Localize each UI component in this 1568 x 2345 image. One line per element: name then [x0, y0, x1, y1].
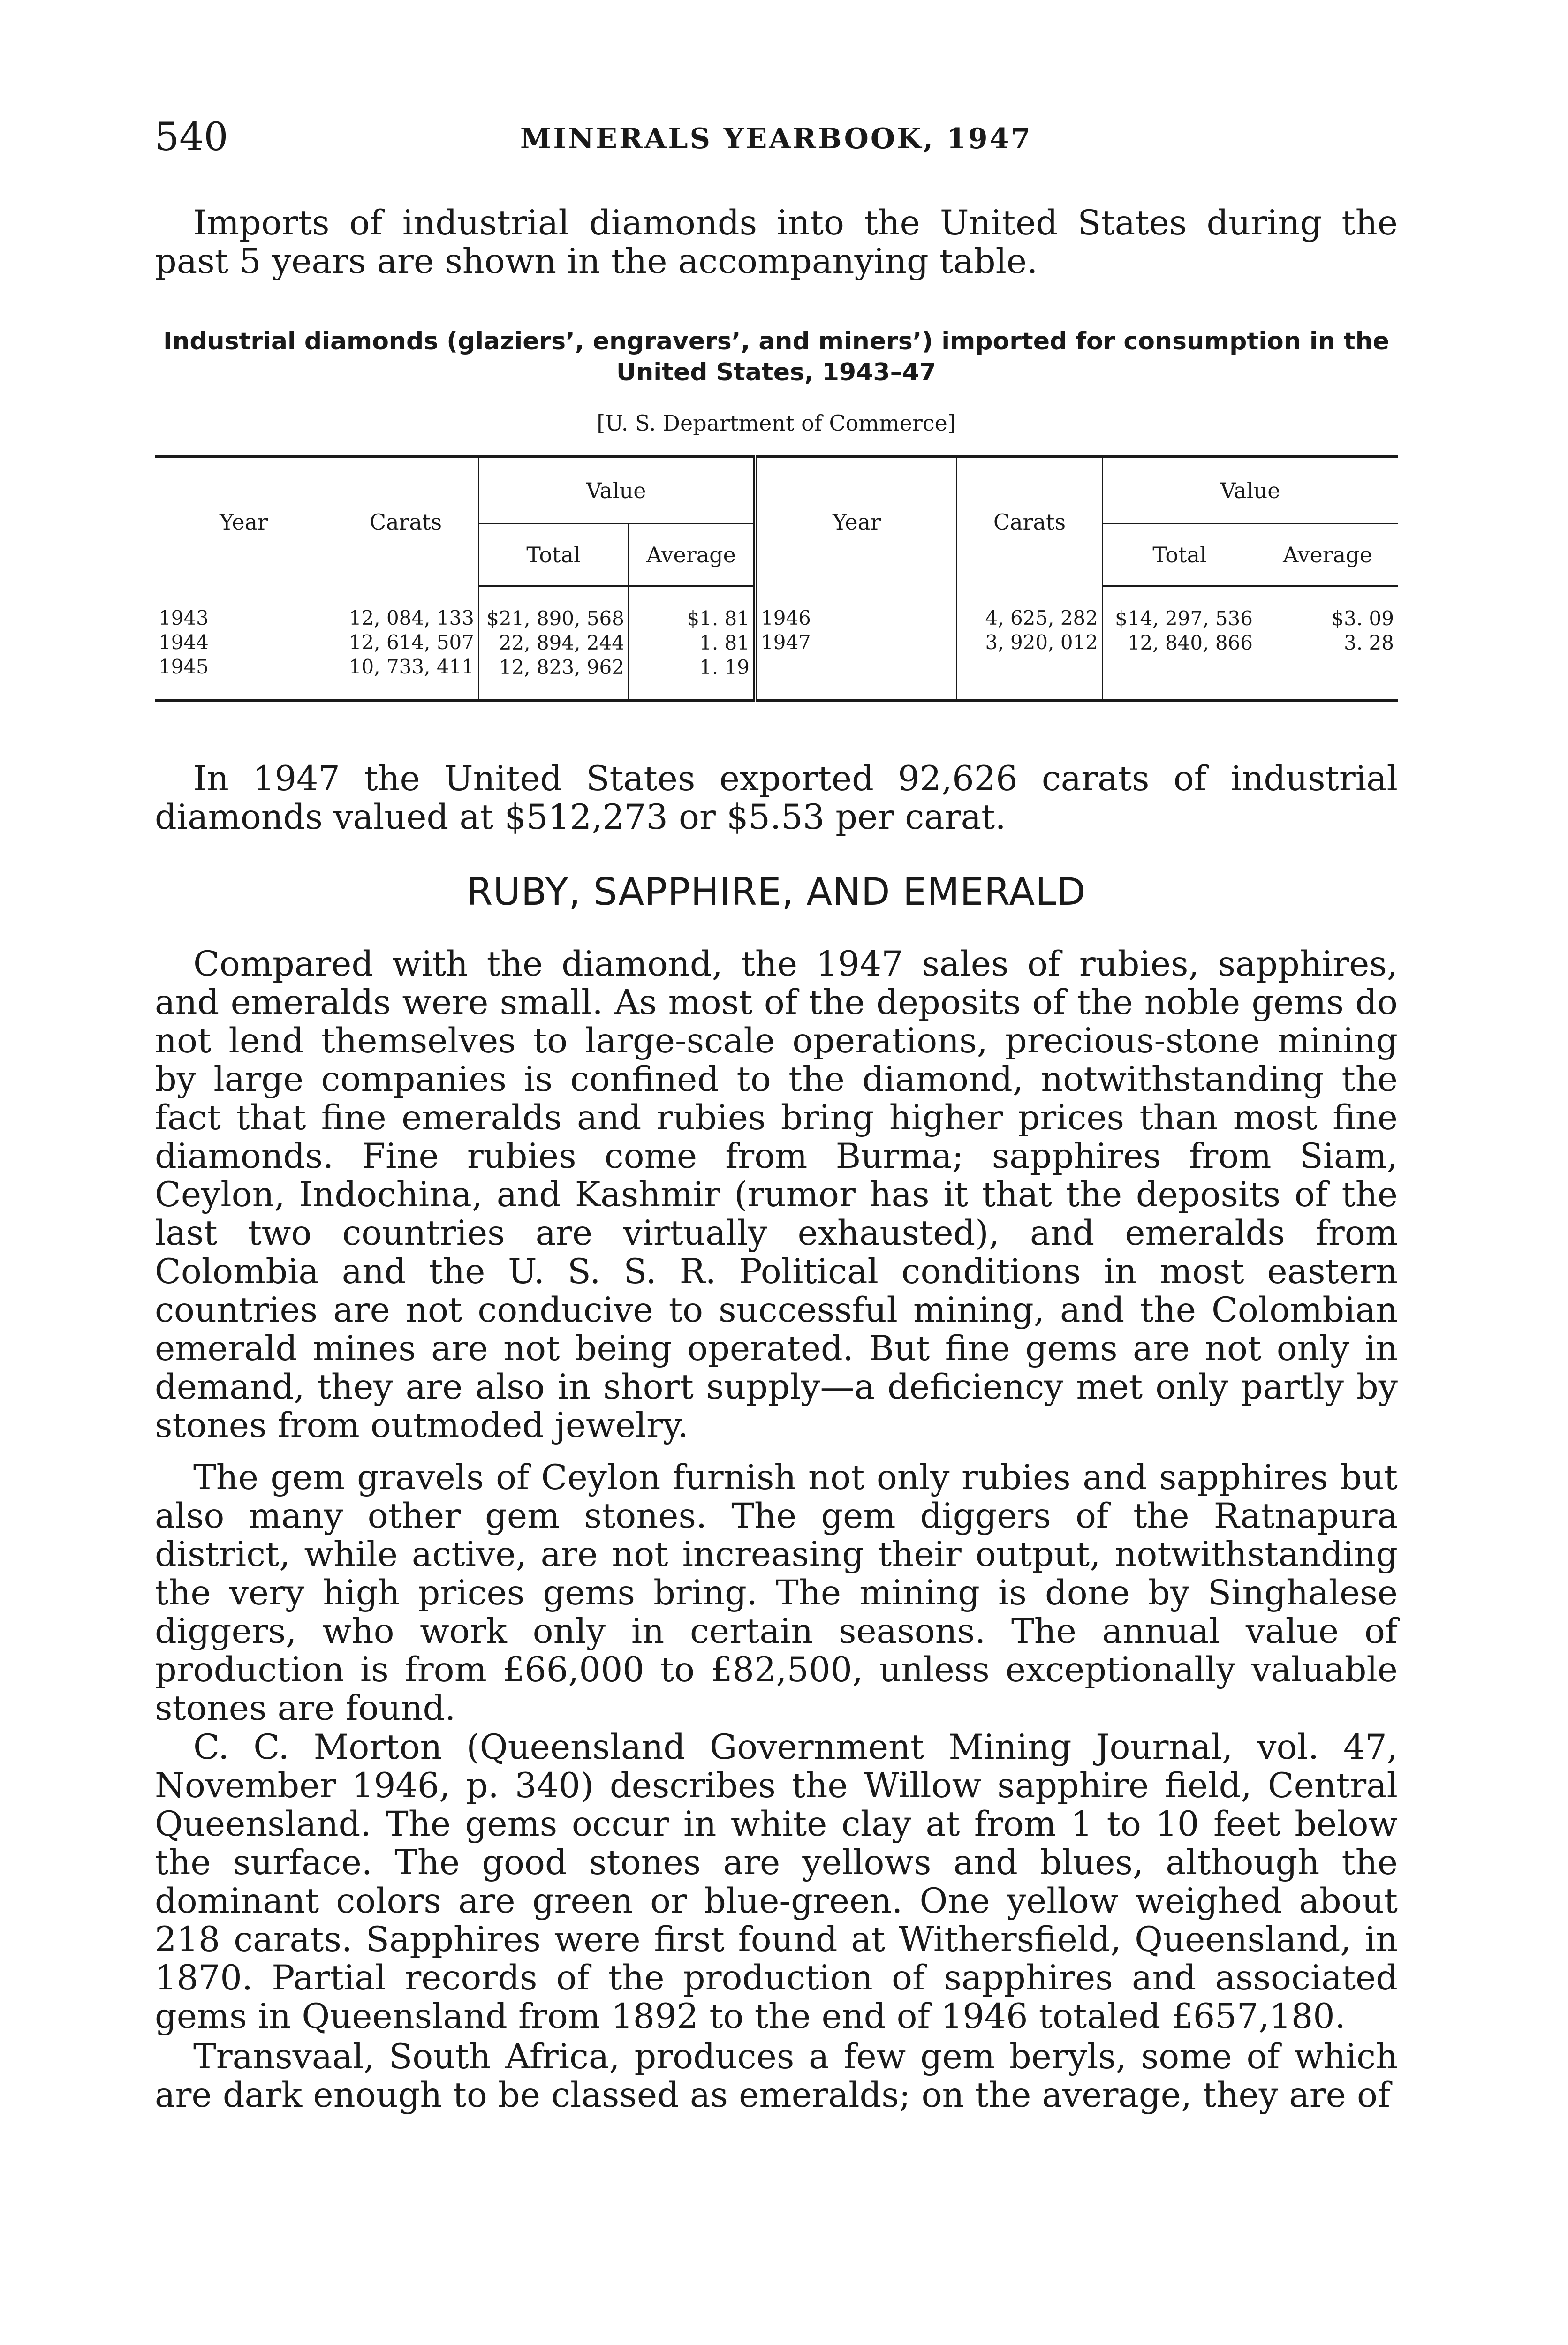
year-value: 1947	[761, 630, 811, 654]
year-cell-left	[155, 586, 333, 701]
header-value-left: Value	[478, 456, 755, 524]
year-value: 1943	[159, 606, 209, 629]
header-total-right: Total	[1102, 524, 1257, 586]
body-paragraph: C. C. Morton (Queensland Government Mining Journal, vol. 47, November 1946, p. 340) describes the Willow sapphire field, Central Queensland. The gems occur in white clay at from 1 to 10 feet below the surface. The good stones are yellows and blues, although the dominant colors are green or blue-green. One yellow weighed about 218 carats. Sapphires were first found at Withersfield, Queensland, in 1870. Partial records of the production of sapphires and associated gems in Queensland from 1892 to the end of 1946 totaled £657,180.	[155, 1727, 1398, 2036]
average-cell-right	[1257, 586, 1398, 701]
average-value: 1. 81	[699, 631, 750, 654]
body-paragraph: Transvaal, South Africa, produces a few gem beryls, some of which are dark enough to be classed as emeralds; on the average, they are of	[155, 2037, 1398, 2115]
header-year-right: Year	[755, 456, 957, 586]
body-paragraph: The gem gravels of Ceylon furnish not only rubies and sapphires but also many other gem stones. The gem diggers of the Ratnapura district, while active, are not increasing their output, notwithstanding the very high prices gems bring. The mining is done by Singhalese diggers, who work only in certain seasons. The annual value of production is from £66,000 to £82,500, unless exceptionally valuable stones are found.	[155, 1458, 1398, 1728]
total-cell-right	[1102, 586, 1257, 701]
table-caption: Industrial diamonds (glaziers’, engravers’, and miners’) imported for consumption in the United States, 1943–47	[163, 327, 1389, 386]
body-paragraph: Compared with the diamond, the 1947 sales of rubies, sapphires, and emeralds were small. As most of the deposits of the noble gems do not lend themselves to large-scale operations, precious-stone mining by large companies is confined to the diamond, notwithstanding the fact that fine emeralds and rubies bring higher prices than most fine diamonds. Fine rubies come from Burma; sapphires from Siam, Ceylon, Indochina, and Kashmir (rumor has it that the deposits of the last two countries are virtually exhausted), and emeralds from Colombia and the U. S. S. R. Political conditions in most eastern countries are not conducive to successful mining, and the Colombian emerald mines are not being operated. But fine gems are not only in demand, they are also in short supply—a deficiency met only partly by stones from outmoded jewelry.	[155, 944, 1398, 1445]
export-paragraph: In 1947 the United States exported 92,626 carats of industrial diamonds valued at $512,273 or $5.53 per carat.	[155, 759, 1398, 837]
average-value: $1. 81	[687, 607, 750, 630]
header-average-right: Average	[1257, 524, 1398, 586]
intro-paragraph: Imports of industrial diamonds into the United States during the past 5 years are shown in the accompanying table.	[155, 203, 1398, 281]
header-carats-right: Carats	[957, 456, 1102, 586]
carats-value: 10, 733, 411	[348, 655, 474, 678]
page-header	[155, 115, 1398, 166]
header-carats-left: Carats	[333, 456, 478, 586]
total-value: 12, 823, 962	[499, 656, 624, 679]
carats-value: 3, 920, 012	[985, 630, 1098, 654]
header-average-left: Average	[629, 524, 755, 586]
average-value: 1. 19	[699, 656, 750, 679]
total-value: $21, 890, 568	[486, 607, 624, 630]
section-heading: RUBY, SAPPHIRE, AND EMERALD	[466, 870, 1086, 914]
carats-cell-right	[957, 586, 1102, 701]
year-cell-right	[755, 586, 957, 701]
imports-table	[155, 455, 1398, 702]
average-cell-left	[629, 586, 755, 701]
year-value: 1946	[761, 606, 811, 629]
year-value: 1945	[159, 655, 209, 678]
average-value: 3. 28	[1344, 631, 1394, 654]
carats-value: 12, 084, 133	[348, 606, 474, 629]
carats-value: 4, 625, 282	[985, 606, 1098, 629]
header-value-right: Value	[1102, 456, 1398, 524]
page-number: 540	[155, 115, 228, 159]
header-total-left: Total	[478, 524, 629, 586]
running-title: MINERALS YEARBOOK, 1947	[520, 122, 1033, 155]
year-value: 1944	[159, 630, 209, 654]
total-value: $14, 297, 536	[1115, 607, 1253, 630]
total-value: 12, 840, 866	[1127, 631, 1253, 654]
header-year-left: Year	[155, 456, 333, 586]
total-value: 22, 894, 244	[499, 631, 624, 654]
carats-cell-left	[333, 586, 478, 701]
table-source: [U. S. Department of Commerce]	[597, 410, 956, 436]
carats-value: 12, 614, 507	[348, 630, 474, 654]
average-value: $3. 09	[1331, 607, 1394, 630]
total-cell-left	[478, 586, 629, 701]
